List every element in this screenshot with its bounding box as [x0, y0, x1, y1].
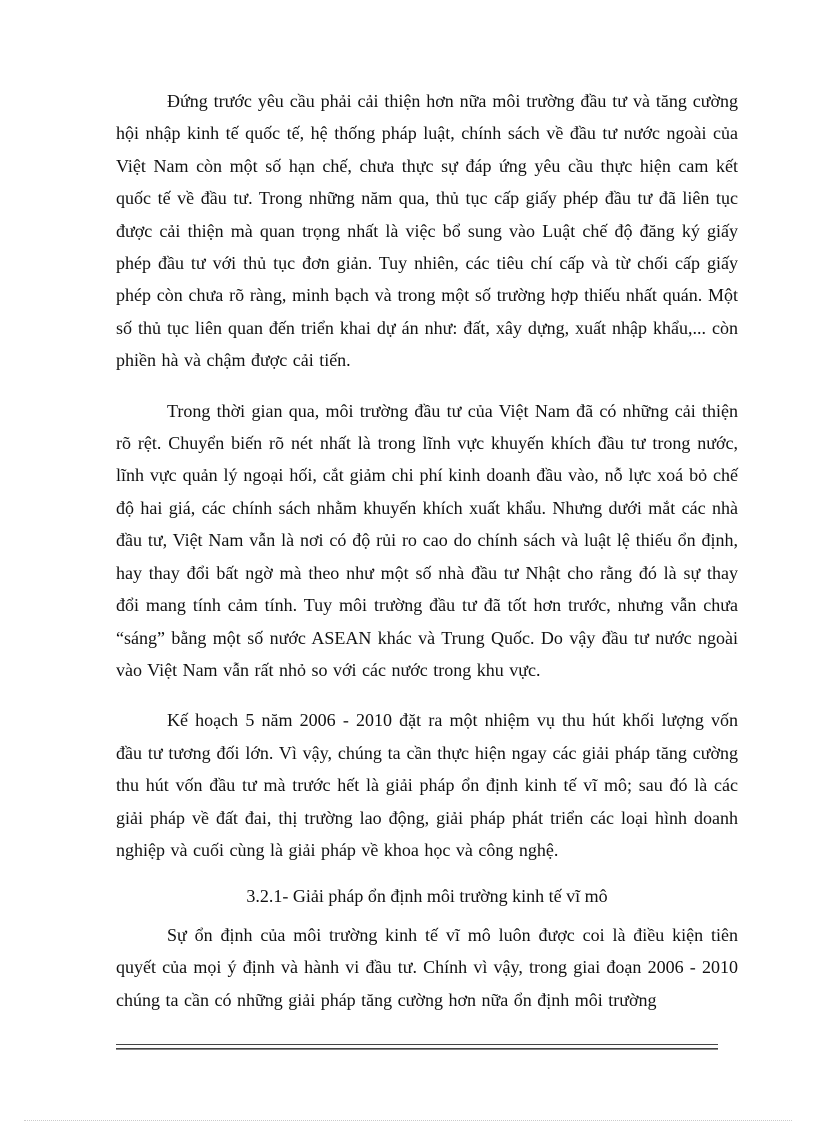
document-body	[116, 85, 738, 1016]
paragraph-macro-stability: Sự ổn định của môi trường kinh tế vĩ mô luôn được coi là điều kiện tiên quyết của mọi ý định và hành vi đầu tư. Chính vì vậy, trong giai đoạn 2006 - 2010 chúng ta cần có những giải pháp tăng cường hơn nữa ổn định môi trường	[116, 924, 738, 1010]
paragraph-five-year-plan: Kế hoạch 5 năm 2006 - 2010 đặt ra một nhiệm vụ thu hút khối lượng vốn đầu tư tương đối lớn. Vì vậy, chúng ta cần thực hiện ngay các giải pháp tăng cường thu hút vốn đầu tư mà trước hết là giải pháp ổn định kinh tế vĩ mô; sau đó là các giải pháp về đất đai, thị trường lao động, giải pháp phát triển các loại hình doanh nghiệp và cuối cùng là giải pháp về khoa học và công nghệ.	[116, 710, 738, 860]
footer-rule-line	[116, 1049, 718, 1050]
paragraph-investment-policy: Đứng trước yêu cầu phải cải thiện hơn nữa môi trường đầu tư và tăng cường hội nhập kinh tế quốc tế, hệ thống pháp luật, chính sách về đầu tư nước ngoài của Việt Nam còn một số hạn chế, chưa thực sự đáp ứng yêu cầu thực hiện cam kết quốc tế về đầu tư. Trong những năm qua, thủ tục cấp giấy phép đầu tư đã liên tục được cải thiện mà quan trọng nhất là việc bổ sung vào Luật chế độ đăng ký giấy phép đầu tư với thủ tục đơn giản. Tuy nhiên, các tiêu chí cấp và từ chối cấp giấy phép còn chưa rõ ràng, minh bạch và trong một số trường hợp thiếu nhất quán. Một số thủ tục liên quan đến triển khai dự án như: đất, xây dựng, xuất nhập khẩu,... còn phiền hà và chậm được cải tiến.	[116, 91, 738, 371]
section-heading: 3.2.1- Giải pháp ổn định môi trường kinh tế vĩ mô	[246, 886, 608, 907]
page-bottom-border	[24, 1120, 792, 1121]
paragraph-investment-environment: Trong thời gian qua, môi trường đầu tư của Việt Nam đã có những cải thiện rõ rệt. Chuyển biến rõ nét nhất là trong lĩnh vực khuyến khích đầu tư trong nước, lĩnh vực quản lý ngoại hối, cắt giảm chi phí kinh doanh đầu vào, nỗ lực xoá bỏ chế độ hai giá, các chính sách nhằm khuyến khích xuất khẩu. Nhưng dưới mắt các nhà đầu tư, Việt Nam vẫn là nơi có độ rủi ro cao do chính sách và luật lệ thiếu ổn định, hay thay đổi bất ngờ mà theo như một số nhà đầu tư Nhật cho rằng đó là sự thay đổi mang tính cảm tính. Tuy môi trường đầu tư đã tốt hơn trước, nhưng vẫn chưa “sáng” bằng một số nước ASEAN khác và Trung Quốc. Do vậy đầu tư nước ngoài vào Việt Nam vẫn rất nhỏ so với các nước trong khu vực.	[116, 400, 738, 680]
